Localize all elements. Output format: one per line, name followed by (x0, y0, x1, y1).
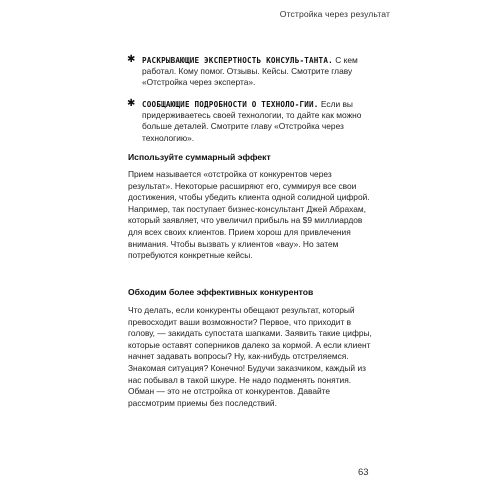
bullet-text (128, 55, 372, 89)
running-header: Отстройка через результат (279, 9, 390, 19)
asterisk-bullet-icon: ✱ (127, 54, 136, 65)
section-paragraph: Прием называется «отстройка от конкурентов через результат». Некоторые расширяют его, суммируя все свои достижения, чтобы убедить клиента одной солидной цифрой. Например, так поступает бизнес-консультант Джей Абрахам, который заявляет, что увеличил прибыль на $9 миллиардов для всех своих клиентов. Прием хорош для привлечения внимания. Чтобы вызвать у клиентов «вау». Но затем потребуются конкретные кейсы. (128, 169, 370, 261)
bullet-lead: СООБЩАЮЩИЕ ПОДРОБНОСТИ О ТЕХНОЛО-ГИИ. (142, 100, 319, 109)
asterisk-bullet-icon: ✱ (127, 98, 136, 109)
section-paragraph: Что делать, если конкуренты обещают результат, который превосходит ваши возможности? Первое, что приходит в голову, — закидать супостата шапками. Заявить такие цифры, которые оставят соперников далеко за кормой. А если клиент начнет задавать вопросы? Ну, как-нибудь отстреляемся. Знакомая ситуация? Конечно! Будучи заказчиком, каждый из нас побывал в такой шкуре. Не надо подменять понятия. Обман — это не отстройка от конкурентов. Давайте рассмотрим приемы без последствий. (128, 305, 372, 408)
page-number: 63 (358, 467, 369, 478)
bullet-item-expertise (128, 55, 372, 89)
bullet-text (128, 99, 372, 144)
bullet-item-technology (128, 99, 372, 144)
bullet-lead: РАСКРЫВАЮЩИЕ ЭКСПЕРТНОСТЬ КОНСУЛЬ-ТАНТА. (142, 56, 333, 65)
bullet-body: Если вы придерживаетесь своей технологии, то дайте как можно больше деталей. Смотрите главу «Отстройка через технологию». (142, 99, 362, 143)
section-heading: Обходим более эффективных конкурентов (128, 287, 314, 297)
section-heading: Используйте суммарный эффект (128, 152, 271, 162)
bullet-body: С кем работал. Кому помог. Отзывы. Кейсы. Смотрите главу «Отстройка через эксперта». (142, 55, 358, 88)
